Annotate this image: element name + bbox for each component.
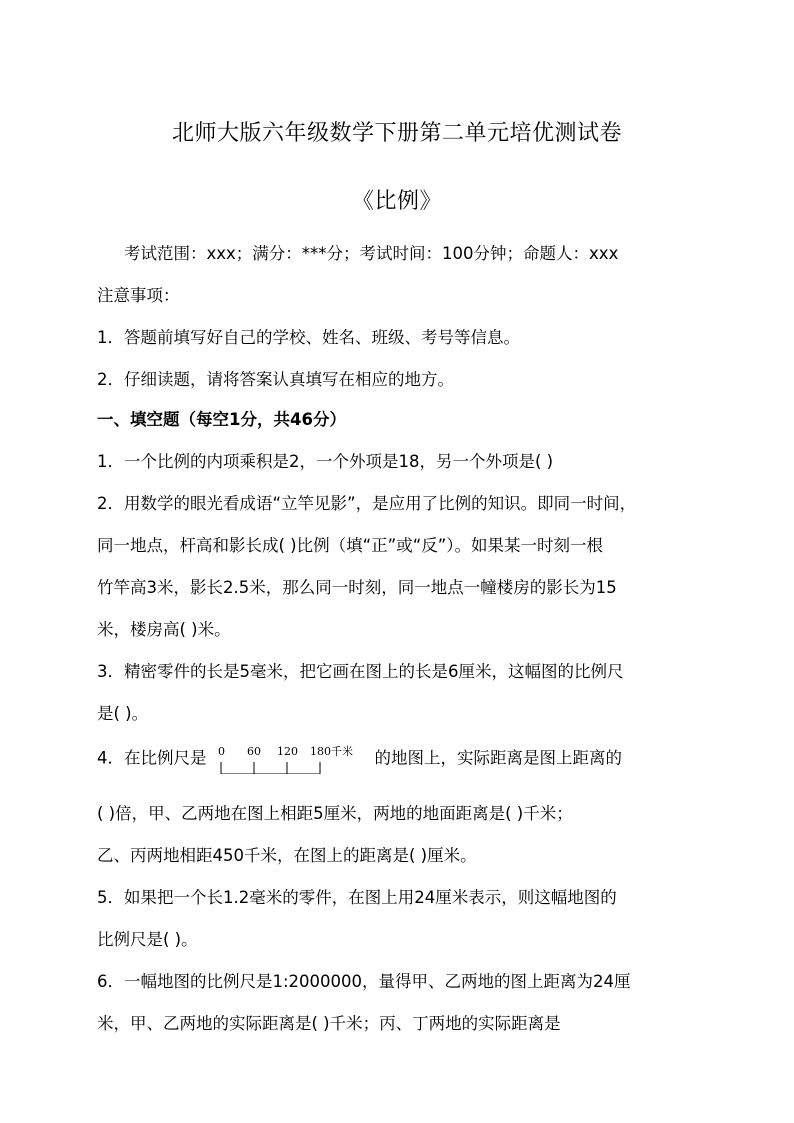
scale-bar-graphic <box>211 744 371 774</box>
question-3-line-2: 是( )。 <box>97 704 149 723</box>
notice-heading: 注意事项： <box>97 286 180 305</box>
question-6-line-1: 6．一幅地图的比例尺是1:2000000，量得甲、乙两地的图上距离为24厘 <box>97 972 631 991</box>
question-4-line-2: ( )倍，甲、乙两地在图上相距5厘米，两地的地面距离是( )千米； <box>97 804 573 823</box>
scale-label-120: 120 <box>276 745 298 758</box>
question-4-prefix: 4．在比例尺是 <box>97 748 207 768</box>
question-2-line-4: 米，楼房高( )米。 <box>97 620 231 639</box>
question-4-suffix: 的地图上，实际距离是图上距离的 <box>374 748 622 768</box>
section-heading-fill-in: 一、填空题（每空1分，共46分） <box>97 410 346 429</box>
notice-item-2: 2．仔细读题，请将答案认真填写在相应的地方。 <box>97 370 454 389</box>
scale-bar <box>211 744 371 774</box>
scale-label-0: 0 <box>217 745 225 758</box>
question-4-line-3: 乙、丙两地相距450千米，在图上的距离是( )厘米。 <box>97 846 477 865</box>
page-subtitle: 《比例》 <box>351 189 442 214</box>
question-2-line-1: 2．用数学的眼光看成语“立竿见影”，是应用了比例的知识。即同一时间， <box>97 494 637 513</box>
scale-label-60: 60 <box>246 745 261 758</box>
question-2-line-2: 同一地点，杆高和影长成( )比例（填“正”或“反”）。如果某一时刻一根 <box>97 536 604 555</box>
question-3-line-1: 3．精密零件的长是5毫米，把它画在图上的长是6厘米，这幅图的比例尺 <box>97 662 624 681</box>
scale-label-180: 180千米 <box>309 745 353 758</box>
question-1: 1．一个比例的内项乘积是2，一个外项是18，另一个外项是( ) <box>97 452 554 471</box>
question-4-line-1 <box>97 744 622 774</box>
question-5-line-2: 比例尺是( )。 <box>97 930 198 949</box>
question-5-line-1: 5．如果把一个长1.2毫米的零件，在图上用24厘米表示，则这幅地图的 <box>97 888 617 907</box>
question-2-line-3: 竹竿高3米，影长2.5米，那么同一时刻，同一地点一幢楼房的影长为15 <box>97 578 617 597</box>
page-title: 北师大版六年级数学下册第二单元培优测试卷 <box>171 121 622 146</box>
notice-item-1: 1．答题前填写好自己的学校、姓名、班级、考号等信息。 <box>97 328 520 347</box>
question-6-line-2: 米，甲、乙两地的实际距离是( )千米；丙、丁两地的实际距离是 <box>97 1014 561 1033</box>
exam-info: 考试范围：xxx；满分：***分；考试时间：100分钟；命题人：xxx <box>124 244 619 263</box>
